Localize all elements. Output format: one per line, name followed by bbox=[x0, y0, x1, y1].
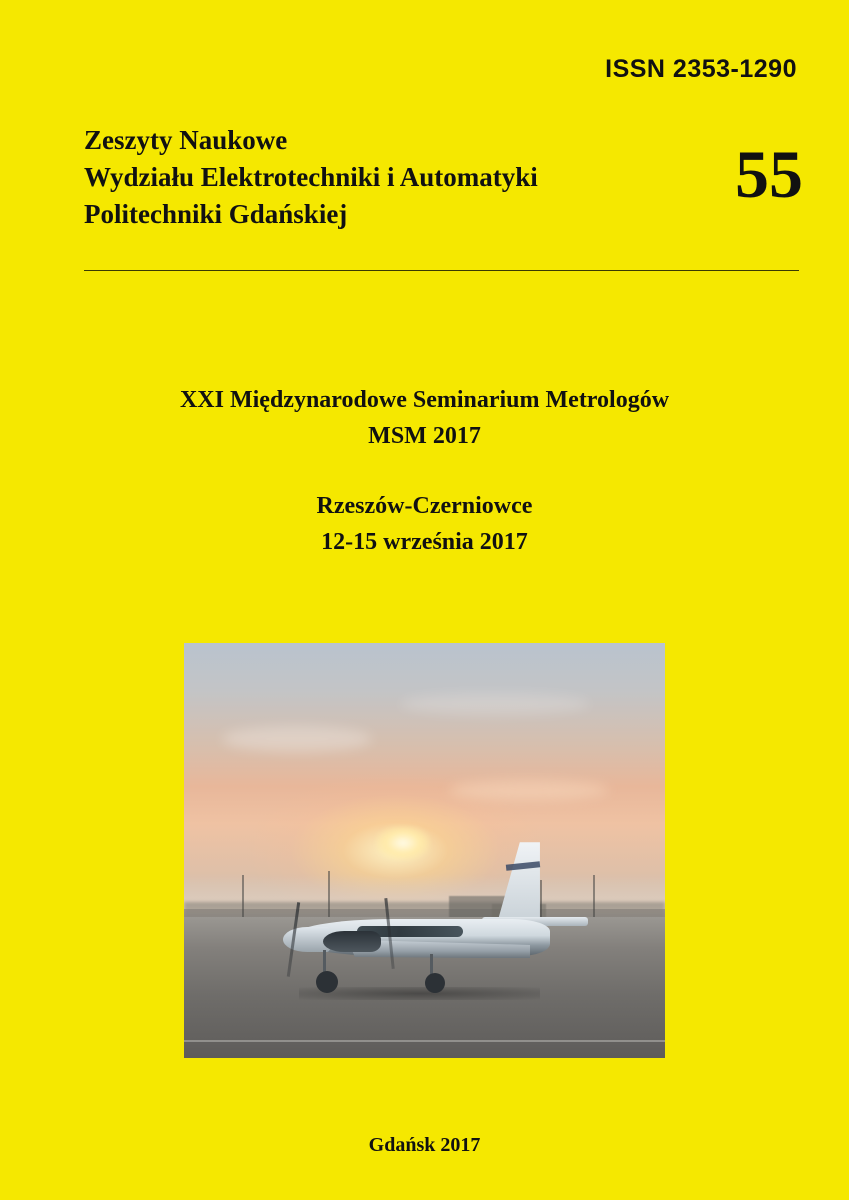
journal-title bbox=[84, 122, 704, 233]
conference-block bbox=[0, 382, 849, 560]
cover-photo-image bbox=[184, 643, 665, 1058]
journal-title-line-2: Wydziału Elektrotechniki i Automatyki bbox=[84, 162, 538, 192]
airplane-gear-strut bbox=[430, 954, 433, 975]
airplane-engine bbox=[323, 931, 381, 952]
header-divider bbox=[84, 270, 799, 271]
airplane-shadow bbox=[299, 987, 540, 999]
cover-photo bbox=[184, 643, 665, 1058]
conference-spacer bbox=[0, 454, 849, 488]
journal-title-line-3: Politechniki Gdańskiej bbox=[84, 199, 348, 229]
photo-airplane bbox=[184, 643, 665, 1058]
masthead bbox=[84, 122, 803, 252]
airplane-landing-gear bbox=[425, 973, 445, 993]
conference-place: Rzeszów-Czerniowce bbox=[316, 493, 533, 519]
journal-title-line-1: Zeszyty Naukowe bbox=[84, 125, 288, 155]
conference-dates: 12-15 września 2017 bbox=[321, 529, 528, 555]
conference-name-line-2: MSM 2017 bbox=[368, 423, 481, 449]
issue-number: 55 bbox=[735, 136, 803, 212]
airplane-landing-gear bbox=[316, 971, 338, 993]
conference-name-line-1: XXI Międzynarodowe Seminarium Metrologów bbox=[179, 387, 670, 413]
airplane-tail-fin bbox=[487, 842, 540, 925]
footer-imprint: Gdańsk 2017 bbox=[368, 1134, 481, 1156]
issn-label: ISSN 2353-1290 bbox=[605, 55, 797, 83]
